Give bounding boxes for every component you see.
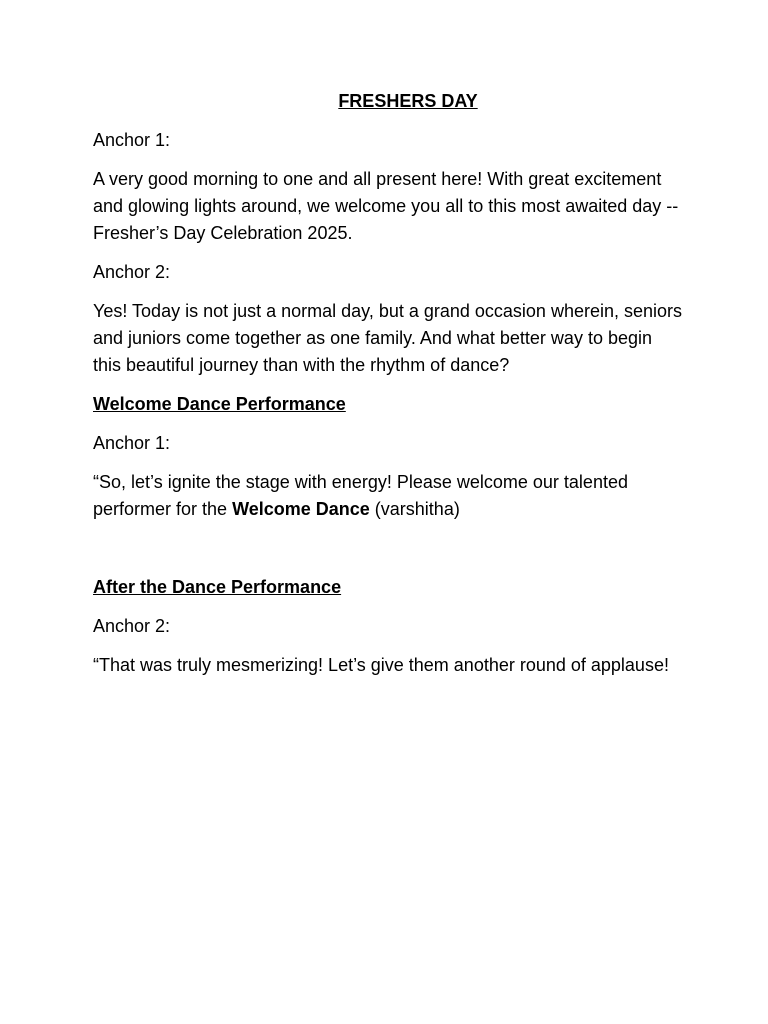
document-body — [93, 88, 683, 691]
opening-paragraph: A very good morning to one and all present here! With great excitement and glowing lights around, we welcome you all to this most awaited day --Fresher’s Day Celebration 2025. — [93, 169, 679, 243]
welcome-dance-bold-text: Welcome Dance — [232, 499, 370, 519]
anchor1-label-second: Anchor 1: — [93, 433, 171, 453]
anchor1-label: Anchor 1: — [93, 130, 171, 150]
anchor2-label: Anchor 2: — [93, 262, 171, 282]
document-title: FRESHERS DAY — [338, 91, 478, 111]
welcome-dance-paragraph — [93, 469, 683, 523]
anchor2-label-second: Anchor 2: — [93, 616, 171, 636]
welcome-dance-heading: Welcome Dance Performance — [93, 394, 346, 414]
blank-line — [93, 535, 683, 562]
applause-paragraph: “That was truly mesmerizing! Let’s give them another round of applause! — [93, 655, 669, 675]
welcome-dance-text-start: “So, let’s ignite the stage with energy! Please welcome our talented performer for the — [93, 472, 628, 519]
after-dance-heading: After the Dance Performance — [93, 577, 342, 597]
occasion-paragraph: Yes! Today is not just a normal day, but a grand occasion wherein, seniors and juniors come together as one family. And what better way to begin this beautiful journey than with the rhythm of dance? — [93, 301, 683, 375]
welcome-dance-text-end: (varshitha) — [369, 499, 460, 519]
